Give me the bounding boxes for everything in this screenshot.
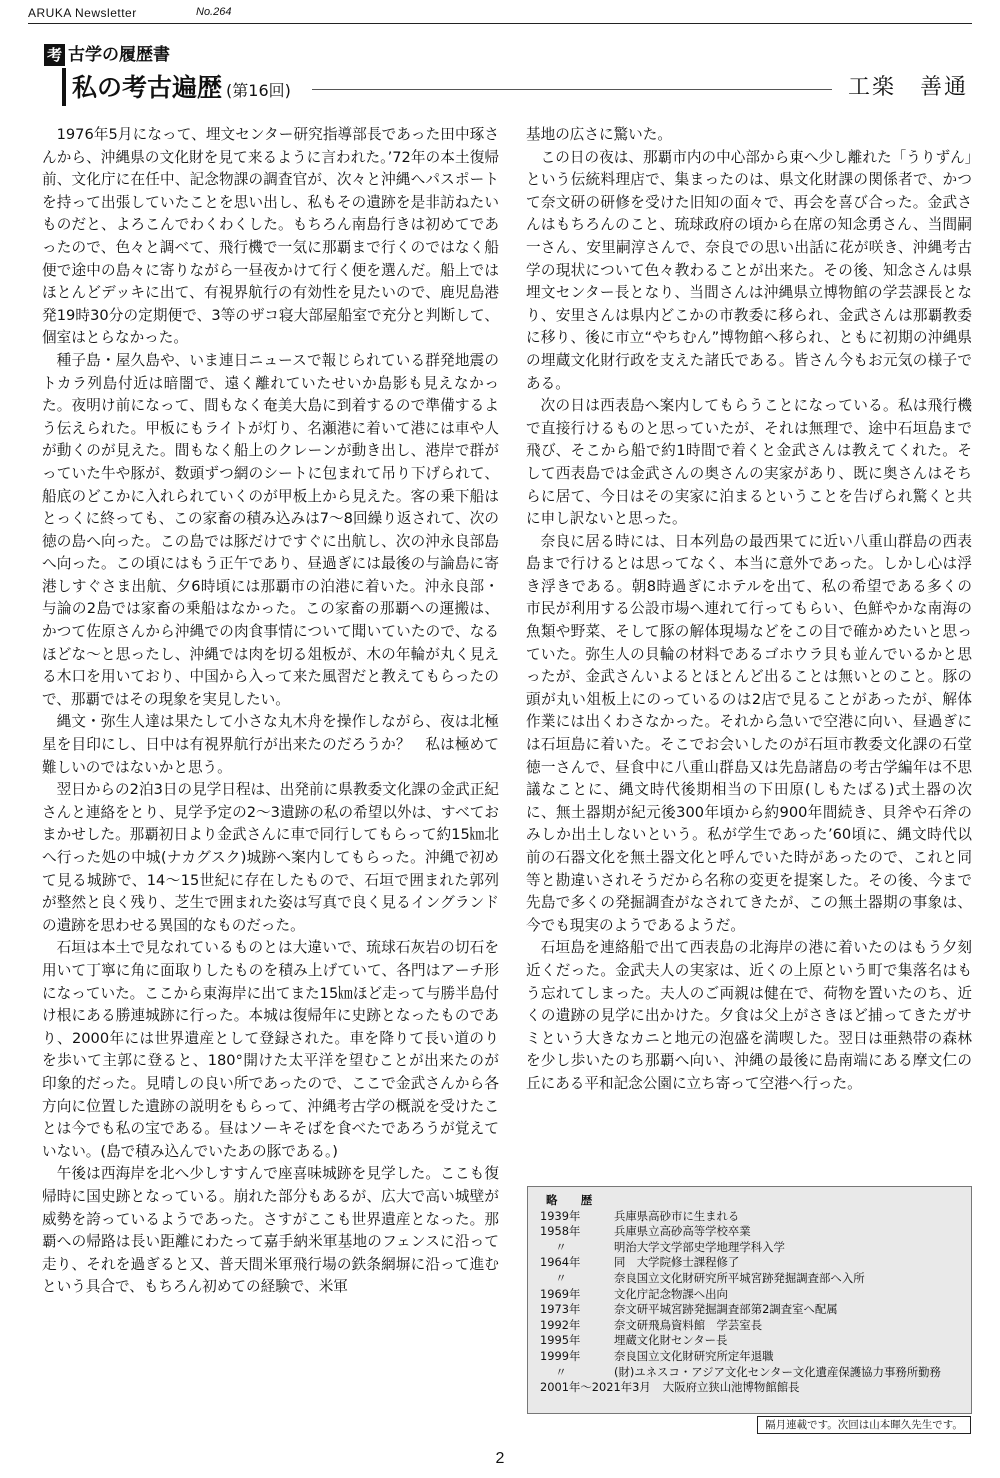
running-header bbox=[28, 6, 972, 24]
biography-box bbox=[527, 1186, 972, 1414]
bio-text: 同 大学院修士課程修了 bbox=[614, 1255, 740, 1270]
series-badge: 考 bbox=[44, 44, 65, 66]
bio-year: 2001年～2021年3月 bbox=[540, 1380, 651, 1395]
bio-year: 1973年 bbox=[540, 1302, 581, 1317]
bio-text: 埋蔵文化財センター長 bbox=[614, 1333, 728, 1348]
bio-year: 1995年 bbox=[540, 1333, 581, 1348]
paragraph: 1976年5月になって、埋文センター研究指導部長であった田中琢さんから、沖縄県の文化財を見て来るように言われた。’72年の本土復帰前、文化庁に在任中、記念物課の調査官が、次々と沖縄へパスポートを持って出張していたことを思い出し、私もその遺跡を是非訪ねたいものだと、よろこんでわくわくした。もちろん南島行きは初めてであったので、色々と調べて、飛行機で一気に那覇まで行くのではなく船便で途中の島々に寄りながら一昼夜かけて行く便を選んだ。船上ではほとんどデッキに出て、有視界航行の有効性を見たいので、鹿児島港発19時30分の定期便で、3等のザコ寝大部屋船室で充分と判断して、個室はとらなかった。 bbox=[42, 126, 499, 347]
issue-number: No.264 bbox=[196, 6, 232, 18]
title-rule bbox=[312, 89, 832, 90]
paragraph: 石垣は本土で見なれているものとは大違いで、琉球石灰岩の切石を用いて丁寧に角に面取りしたものを積み上げていて、各門はアーチ形になっていた。ここから東海岸に出てまた15㎞ほど走って与勝半島付け根にある勝連城跡に行った。本城は復帰年に史跡となったものであり、2000年には世界遺産として登録された。車を降りて長い道のりを歩いて主郭に登ると、180°開けた太平洋を望むことが出来たのが印象的だった。見晴しの良い所であったので、ここで金武さんから各方向に位置した遺跡の説明をもらって、沖縄考古学の概説を受けたことは今でも私の宝である。昼はソーキそばを食べたであろうが覚えていない。(島で積み込んでいたあの豚である。) bbox=[42, 939, 499, 1160]
bio-year: 〃 bbox=[555, 1270, 567, 1285]
bio-year: 〃 bbox=[555, 1239, 567, 1254]
body-column-right bbox=[526, 124, 972, 1096]
bio-text: 奈文研飛鳥資料館 学芸室長 bbox=[614, 1317, 763, 1332]
article-title bbox=[72, 72, 291, 107]
paragraph: 縄文・弥生人達は果たして小さな丸木舟を操作しながら、夜は北極星を目印にし、日中は有視界航行が出来たのだろうか？ 私は極めて難しいのではないかと思う。 bbox=[42, 713, 499, 776]
title-accent-bar bbox=[62, 68, 66, 106]
bio-text: 奈良国立文化財研究所定年退職 bbox=[614, 1348, 774, 1363]
bio-year: 1958年 bbox=[540, 1224, 581, 1239]
bio-text: 奈良国立文化財研究所平城宮跡発掘調査部へ入所 bbox=[614, 1270, 865, 1285]
biography-row bbox=[540, 1302, 959, 1318]
biography-row bbox=[540, 1333, 959, 1349]
biography-row bbox=[540, 1271, 959, 1287]
paragraph: 午後は西海岸を北へ少しすすんで座喜味城跡を見学した。ここも復帰時に国史跡となっている。崩れた部分もあるが、広大で高い城壁が威勢を誇っているようであった。さすがここも世界遺産となった。那覇への帰路は長い距離にわたって嘉手納米軍基地のフェンスに沿って走り、それを過ぎると又、普天間米軍飛行場の鉄条網塀に沿って進むという具合で、もちろん初めての経験で、米軍 bbox=[42, 1165, 499, 1296]
bio-year: 〃 bbox=[555, 1364, 567, 1379]
paragraph: 翌日からの2泊3日の見学日程は、出発前に県教委文化課の金武正紀さんと連絡をとり、見学予定の2～3遺跡の私の希望以外は、すべておまかせした。那覇初日より金武さんに車で同行してもらって約15㎞北へ行った処の中城(ナカグスク)城跡へ案内してもらった。沖縄で初めて見る城跡で、14～15世紀に存在したもので、石垣で囲まれた郭列が整然と良く残り、芝生で囲まれた姿は写真で良く見るイングランドの遺跡を思わせる異国的なものだった。 bbox=[42, 781, 499, 934]
biography-row bbox=[540, 1318, 959, 1334]
biography-row bbox=[540, 1380, 959, 1396]
paragraph: 次の日は西表島へ案内してもらうことになっている。私は飛行機で直接行けるものと思っていたが、それは無理で、途中石垣島まで飛び、そこから船で約1時間で着くと金武さんは教えてくれた。そして西表島では金武さんの奥さんの実家があり、既に奥さんはそちらに居て、今日はその実家に泊まるということを告げられ驚くと共に申し訳ないと思った。 bbox=[526, 397, 972, 528]
biography-row bbox=[540, 1209, 959, 1225]
bio-text: 明治大学文学部史学地理学科入学 bbox=[614, 1239, 785, 1254]
biography-row bbox=[540, 1349, 959, 1365]
paragraph: 種子島・屋久島や、いま連日ニュースで報じられている群発地震のトカラ列島付近は暗闇で、遠く離れていたせいか島影も見えなかった。夜明け前になって、間もなく奄美大島に到着するので準備するよう伝えられた。甲板にもライトが灯り、名瀬港に着いて港には車や人が動くのが見えた。間もなく船上のクレーンが動き出し、港岸で群がっていた牛や豚が、数頭ずつ網のシートに包まれて吊り下げられて、船底のどこかに入れられていくのが甲板上から見えた。客の乗下船はとっくに終っても、この家畜の積み込みは7～8回繰り返されて、次の徳の島へ向った。この島では豚だけですぐに出航し、次の沖永良部島へ向った。この頃にはもう正午であり、昼過ぎには最後の与論島に寄港しすぐさま出航、夕6時頃には那覇市の泊港に着いた。沖永良部・与論の2島では家畜の乗船はなかった。この家畜の那覇への運搬は、かつて佐原さんから沖縄での肉食事情について聞いていたので、なるほどな～と思ったし、沖縄では肉を切る俎板が、木の年輪が丸く見える木口を用いており、中国から入って来た風習だと教えてもらったので、那覇ではその現象を実見したい。 bbox=[42, 351, 499, 708]
paragraph: この日の夜は、那覇市内の中心部から東へ少し離れた「うりずん」という伝統料理店で、集まったのは、県文化財課の関係者で、かつて奈文研の研修を受けた旧知の面々で、再会を喜び合った。金武さんはもちろんのこと、琉球政府の頃から在席の知念勇さん、当間嗣一さん、安里嗣淳さんで、奈良での思い出話に花が咲き、沖縄考古学の現状について色々教わることが出来た。その後、知念さんは県埋文センター長となり、当間さんは沖縄県立博物館の学芸課長となり、安里さんは県内どこかの市教委に移られ、金武さんは那覇教委に移り、後に市立“やちむん”博物館へ移られ、ともに初期の沖縄県の埋蔵文化財行政を支えた諸氏である。皆さん今もお元気の様子である。 bbox=[526, 148, 972, 392]
bio-text: 文化庁記念物課へ出向 bbox=[614, 1286, 728, 1301]
bio-text: 兵庫県立高砂高等学校卒業 bbox=[614, 1224, 751, 1239]
bio-text: (財)ユネスコ・アジア文化センター文化遺産保護協力事務所勤務 bbox=[614, 1364, 941, 1379]
serial-note: 隔月連載です。次回は山本暉久先生です。 bbox=[757, 1416, 971, 1434]
biography-row bbox=[540, 1255, 959, 1271]
biography-heading: 略 歴 bbox=[546, 1193, 599, 1207]
bio-text: 大阪府立狭山池博物館館長 bbox=[662, 1380, 800, 1395]
author-name: 工楽 善通 bbox=[848, 75, 969, 100]
paragraph: 石垣島を連絡船で出て西表島の北海岸の港に着いたのはもう夕刻近くだった。金武夫人の実家は、近くの上原という町で集落名はもう忘れてしまった。夫人のご両親は健在で、荷物を置いたのち、近くの遺跡の見学に出かけた。夕食は父上がさきほど捕ってきたガサミという大きなカニと地元の泡盛を満喫した。翌日は亜熱帯の森林を少し歩いたのち那覇へ向い、沖縄の最後に島南端にある摩文仁の丘にある平和記念公園に立ち寄って空港へ行った。 bbox=[526, 939, 972, 1092]
series-title: 古学の履歴書 bbox=[68, 45, 170, 65]
bio-year: 1939年 bbox=[540, 1208, 581, 1223]
biography-row bbox=[540, 1287, 959, 1303]
biography-row bbox=[540, 1365, 959, 1381]
body-column-left bbox=[42, 124, 499, 1299]
bio-year: 1999年 bbox=[540, 1348, 581, 1363]
bio-year: 1992年 bbox=[540, 1317, 581, 1332]
paragraph: 奈良に居る時には、日本列島の最西果てに近い八重山群島の西表島まで行けるとは思ってなく、本当に意外であった。しかし心は浮き浮きである。朝8時過ぎにホテルを出て、私の希望である多くの市民が利用する公設市場へ連れて行ってもらい、色鮮やかな南海の魚類や野菜、そして豚の解体現場などをこの目で確かめたいと思っていた。弥生人の貝輪の材料であるゴホウラ貝も並んでいるかと思ったが、金武さんいよるとほとんど出ることは無いとのこと。豚の頭が丸い俎板上にのっているのは2店で見ることがあったが、解体作業には出くわさなかった。それから急いで空港に向い、昼過ぎには石垣島に着いた。そこでお会いしたのが石垣市教委文化課の石堂徳一さんで、昼食中に八重山群島又は先島諸島の考古学編年は不思議なことに、縄文時代後期相当の下田原(しもたばる)式土器の次に、無土器期が紀元後300年頃から約900年間続き、貝斧や石斧のみしか出土しないという。私が学生であった’60頃に、縄文時代以前の石器文化を無土器文化と呼んでいた時があったので、これと同等と勘違いされそうだから名称の変更を提案した。その後、今まで先島で多くの発掘調査がなされてきたが、この無土器期の事象は、今でも現実のようであるようだ。 bbox=[526, 532, 972, 934]
bio-year: 1964年 bbox=[540, 1255, 581, 1270]
bio-text: 奈文研平城宮跡発掘調査部第2調査室へ配属 bbox=[614, 1302, 838, 1317]
biography-row bbox=[540, 1240, 959, 1256]
article-title-text: 私の考古遍歴 bbox=[72, 73, 223, 102]
biography-row bbox=[540, 1224, 959, 1240]
page-number: 2 bbox=[495, 1450, 505, 1467]
paragraph: 基地の広さに驚いた。 bbox=[526, 126, 672, 143]
bio-text: 兵庫県高砂市に生まれる bbox=[614, 1208, 740, 1223]
article-installment: (第16回) bbox=[226, 81, 291, 100]
bio-year: 1969年 bbox=[540, 1286, 581, 1301]
newsletter-name: ARUKA Newsletter bbox=[28, 6, 137, 20]
